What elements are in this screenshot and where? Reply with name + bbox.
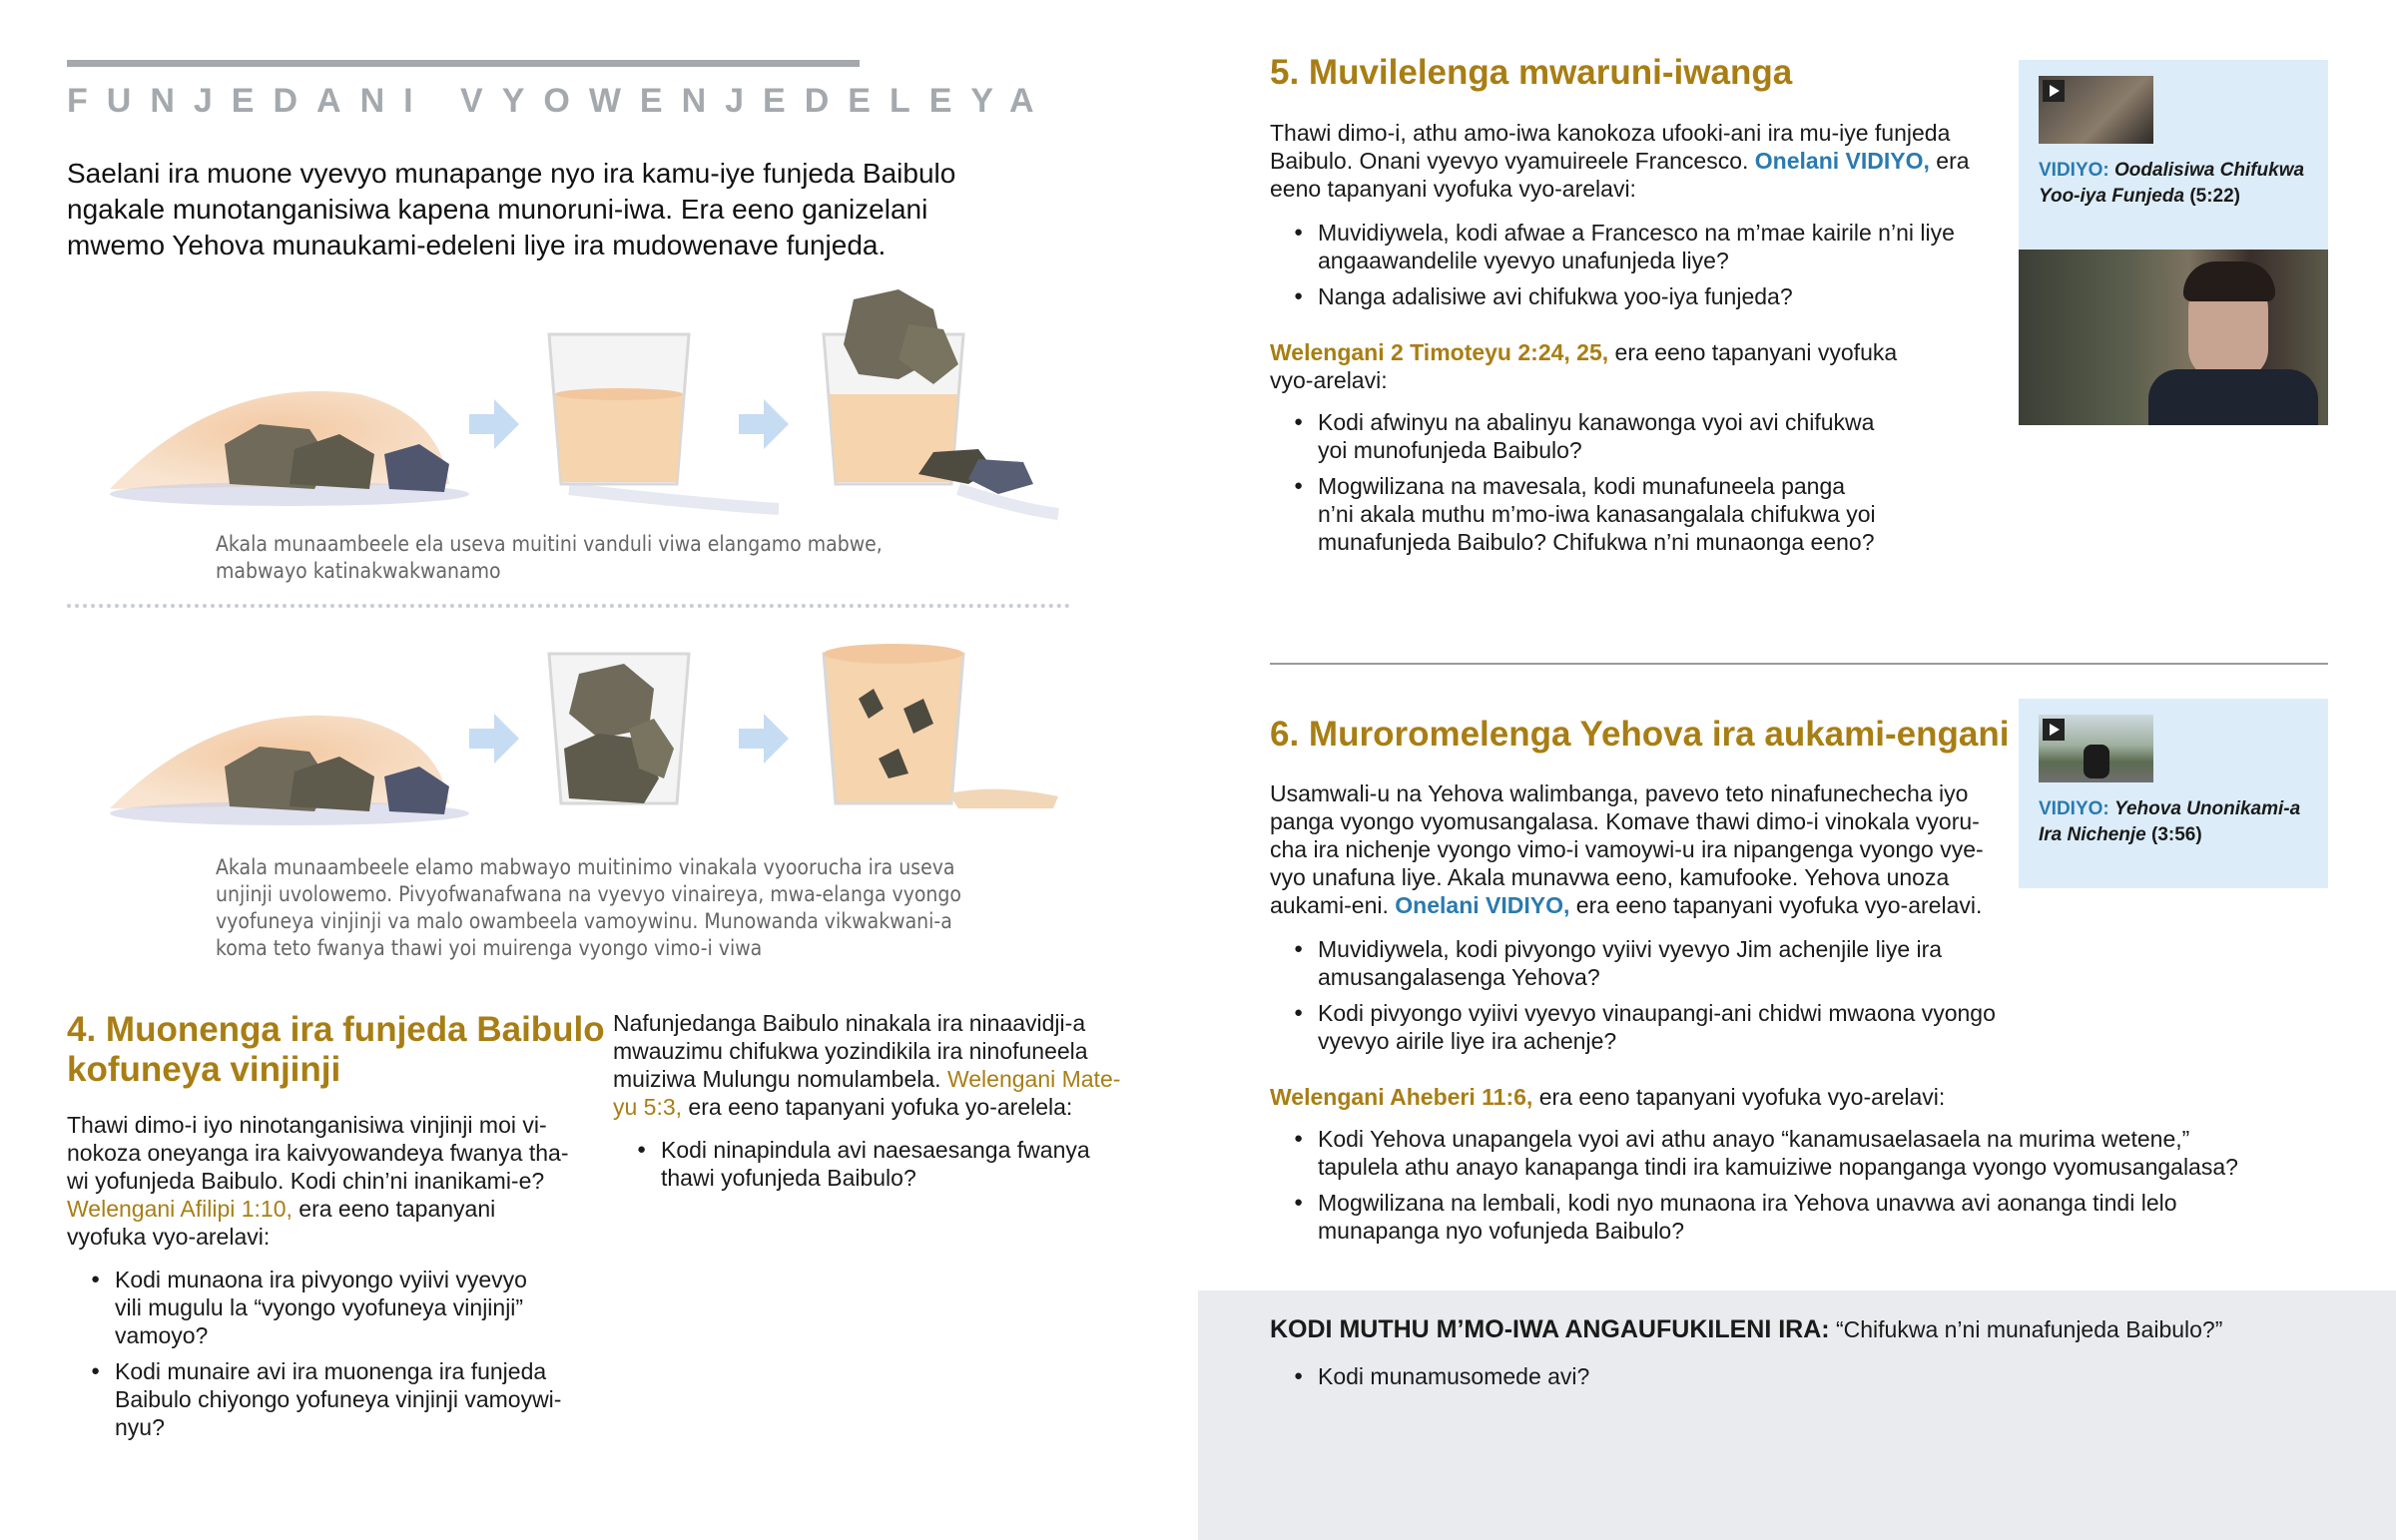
intro-paragraph: Saelani ira muone vyevyo munapange nyo ira kamu-iye funjeda Baibulo ngakale munotanganisiwa kapena munoruni-iwa. Era eeno ganizelani mwemo Yehova munaukami-edeleni liye ira mudowenave funjeda. xyxy=(67,158,956,260)
footer-questions xyxy=(1270,1362,2268,1398)
illustration-sand-first xyxy=(100,284,1078,524)
section-5-questions-2 xyxy=(1270,408,2009,564)
list-item: ● Muvidiywela, kodi pivyongo vyiivi vyevyo Jim achenjile liye ira amusangalasenga Yehova? xyxy=(1270,935,2029,991)
list-item: ● Kodi Yehova unapangela vyoi avi athu anayo “kanamusaelasaela na murima wetene,” tapulela athu anayo kanapanga tindi ira kamuiziwe nopanganga vyongo vyomusangalasa? xyxy=(1270,1125,2348,1181)
play-icon[interactable] xyxy=(2043,80,2065,102)
scripture-link-afilipi[interactable]: Welengani Afilipi 1:10, xyxy=(67,1196,293,1222)
video-label: VIDIYO: Yehova Unonikami-a Ira Nichenje (3:56) xyxy=(2039,798,2301,845)
section-6-heading: 6. Muroromelenga Yehova ira aukami-engani xyxy=(1270,715,2010,754)
dotted-divider xyxy=(67,604,1070,608)
section-6-questions-1 xyxy=(1270,935,2029,1063)
jacket-silhouette xyxy=(2148,369,2318,425)
list-item: ● Mogwilizana na lembali, kodi nyo munaona ira Yehova unavwa avi aonanga tindi lelo munapanga nyo vofunjeda Baibulo? xyxy=(1270,1189,2348,1245)
video-thumbnail[interactable] xyxy=(2039,76,2153,144)
list-item: ● Kodi munaona ira pivyongo vyiivi vyevyo vili mugulu la “vyongo vyofuneya vinjinji” vamoyo? xyxy=(67,1266,586,1349)
section-4-body: Thawi dimo-i iyo ninotanganisiwa vinjinji moi vi- nokoza oneyanga ira kaivyowandeya fwanya tha- wi yofunjeda Baibulo. Kodi chin’ni inanikami-e? Welengani Afilipi 1:10, era eeno tapanyani vyofuka vyo-arelavi: xyxy=(67,1112,569,1250)
title-rule xyxy=(67,60,860,67)
scripture-link-aheberi[interactable]: Welengani Aheberi 11:6, xyxy=(1270,1084,1533,1110)
watch-video-link-6[interactable]: Onelani VIDIYO, xyxy=(1395,892,1570,918)
video-thumbnail[interactable] xyxy=(2039,715,2153,782)
video-card-oodalisiwa[interactable] xyxy=(2019,60,2328,250)
section-5-reference: Welengani 2 Timoteyu 2:24, 25, era eeno tapanyani vyofuka vyo-arelavi: xyxy=(1270,339,1898,393)
section-5-body: Thawi dimo-i, athu amo-iwa kanokoza ufooki-ani ira mu-iye funjeda Baibulo. Onani vyevyo vyamuireele Francesco. Onelani VIDIYO, era eeno tapanyani vyofuka vyo-arelavi: xyxy=(1270,120,1970,202)
section-4-column-2: Nafunjedanga Baibulo ninakala ira ninaavidji-a mwauzimu chifukwa yozindikila ira ninofuneela muiziwa Mulungu nomulambela. Welengani Mate- yu 5:3, era eeno tapanyani yofuka yo-arelela: xyxy=(613,1010,1121,1120)
list-item: ● Kodi pivyongo vyiivi vyevyo vinaupangi-ani chidwi mwaona vyongo vyevyo airile liye ira achenje? xyxy=(1270,999,2029,1055)
list-item: ● Muvidiywela, kodi afwae a Francesco na m’mae kairile n’ni liye angaawandelile vyevyo unafunjeda liye? xyxy=(1270,219,2009,274)
video-card-yehova-unonikamia[interactable] xyxy=(2019,699,2328,888)
section-divider xyxy=(1270,663,2328,665)
scripture-link-mateyu-cont[interactable]: yu 5:3, xyxy=(613,1094,683,1120)
section-5-questions-1 xyxy=(1270,219,2009,318)
list-item: ● Nanga adalisiwe avi chifukwa yoo-iya funjeda? xyxy=(1270,282,2009,310)
scripture-link-mateyu[interactable]: Welengani Mate- xyxy=(946,1066,1121,1092)
caption-sand-first: Akala munaambeele ela useva muitini vanduli viwa elangamo mabwe, mabwayo katinakwakwanamo xyxy=(216,532,883,583)
section-5-heading: 5. Muvilelenga mwaruni-iwanga xyxy=(1270,53,1793,92)
list-item: ● Kodi afwinyu na abalinyu kanawonga vyoi avi chifukwa yoi munofunjeda Baibulo? xyxy=(1270,408,2009,464)
watch-video-link-5[interactable]: Onelani VIDIYO, xyxy=(1754,148,1930,174)
illustration-rocks-first xyxy=(100,639,1078,848)
caption-rocks-first: Akala munaambeele elamo mabwayo muitinimo vinakala vyoorucha ira useva unjinji uvolowemo. Pivyofwanafwana na vyevyo vinaireya, mwa-elanga vyongo vyofuneya vinjinji va malo owambeela vamoywinu. Munowanda vikwakwani-a koma teto fwanya thawi yoi muirenga vyongo vimo-i viwa xyxy=(216,855,961,960)
section-4-questions xyxy=(67,1266,586,1449)
list-item: ● Kodi munamusomede avi? xyxy=(1270,1362,2268,1390)
section-6-body: Usamwali-u na Yehova walimbanga, pavevo teto ninafunechecha iyo panga vyongo vyomusangalasa. Komave thawi dimo-i vinokala vyoru- cha ira nichenje vyongo vimo-i vamoywi-u ira nipangenga vyongo vye- vyo unafuna liye. Akala munavwa eeno, kamufooke. Yehova unoza aukami-eni. Onelani VIDIYO, era eeno tapanyani vyofuka vyo-arelavi. xyxy=(1270,780,1984,918)
hair-silhouette xyxy=(2183,261,2275,301)
scripture-link-timoteyu[interactable]: Welengani 2 Timoteyu 2:24, 25, xyxy=(1270,339,1609,365)
video-still-francesco xyxy=(2019,250,2328,425)
motorcycle-silhouette xyxy=(2084,745,2109,778)
list-item: ● Kodi ninapindula avi naesaesanga fwanya thawi yofunjeda Baibulo? xyxy=(613,1136,1132,1192)
section-6-questions-2 xyxy=(1270,1125,2348,1253)
section-4-col2-questions xyxy=(613,1136,1132,1200)
list-item: ● Kodi munaire avi ira muonenga ira funjeda Baibulo chiyongo yofuneya vinjinji vamoywi- nyu? xyxy=(67,1357,586,1441)
video-label: VIDIYO: Oodalisiwa Chifukwa Yoo-iya Funjeda (5:22) xyxy=(2039,160,2305,207)
discussion-footer xyxy=(1198,1290,2396,1540)
list-item: ● Mogwilizana na mavesala, kodi munafuneela panga n’ni akala muthu m’mo-iwa kanasangalala chifukwa yoi munafunjeda Baibulo? Chifukwa n’ni munaonga eeno? xyxy=(1270,472,2009,556)
section-title: FUNJEDANI VYOWENJEDELEYA xyxy=(67,82,1053,120)
footer-prompt: KODI MUTHU M’MO-IWA ANGAUFUKILENI IRA: “Chifukwa n’ni munafunjeda Baibulo?” xyxy=(1270,1315,2223,1343)
section-4-heading: 4. Muonenga ira funjeda Baibulo kofuneya vinjinji xyxy=(67,1010,605,1089)
play-icon[interactable] xyxy=(2043,719,2065,741)
section-6-reference: Welengani Aheberi 11:6, era eeno tapanyani vyofuka vyo-arelavi: xyxy=(1270,1084,1946,1110)
